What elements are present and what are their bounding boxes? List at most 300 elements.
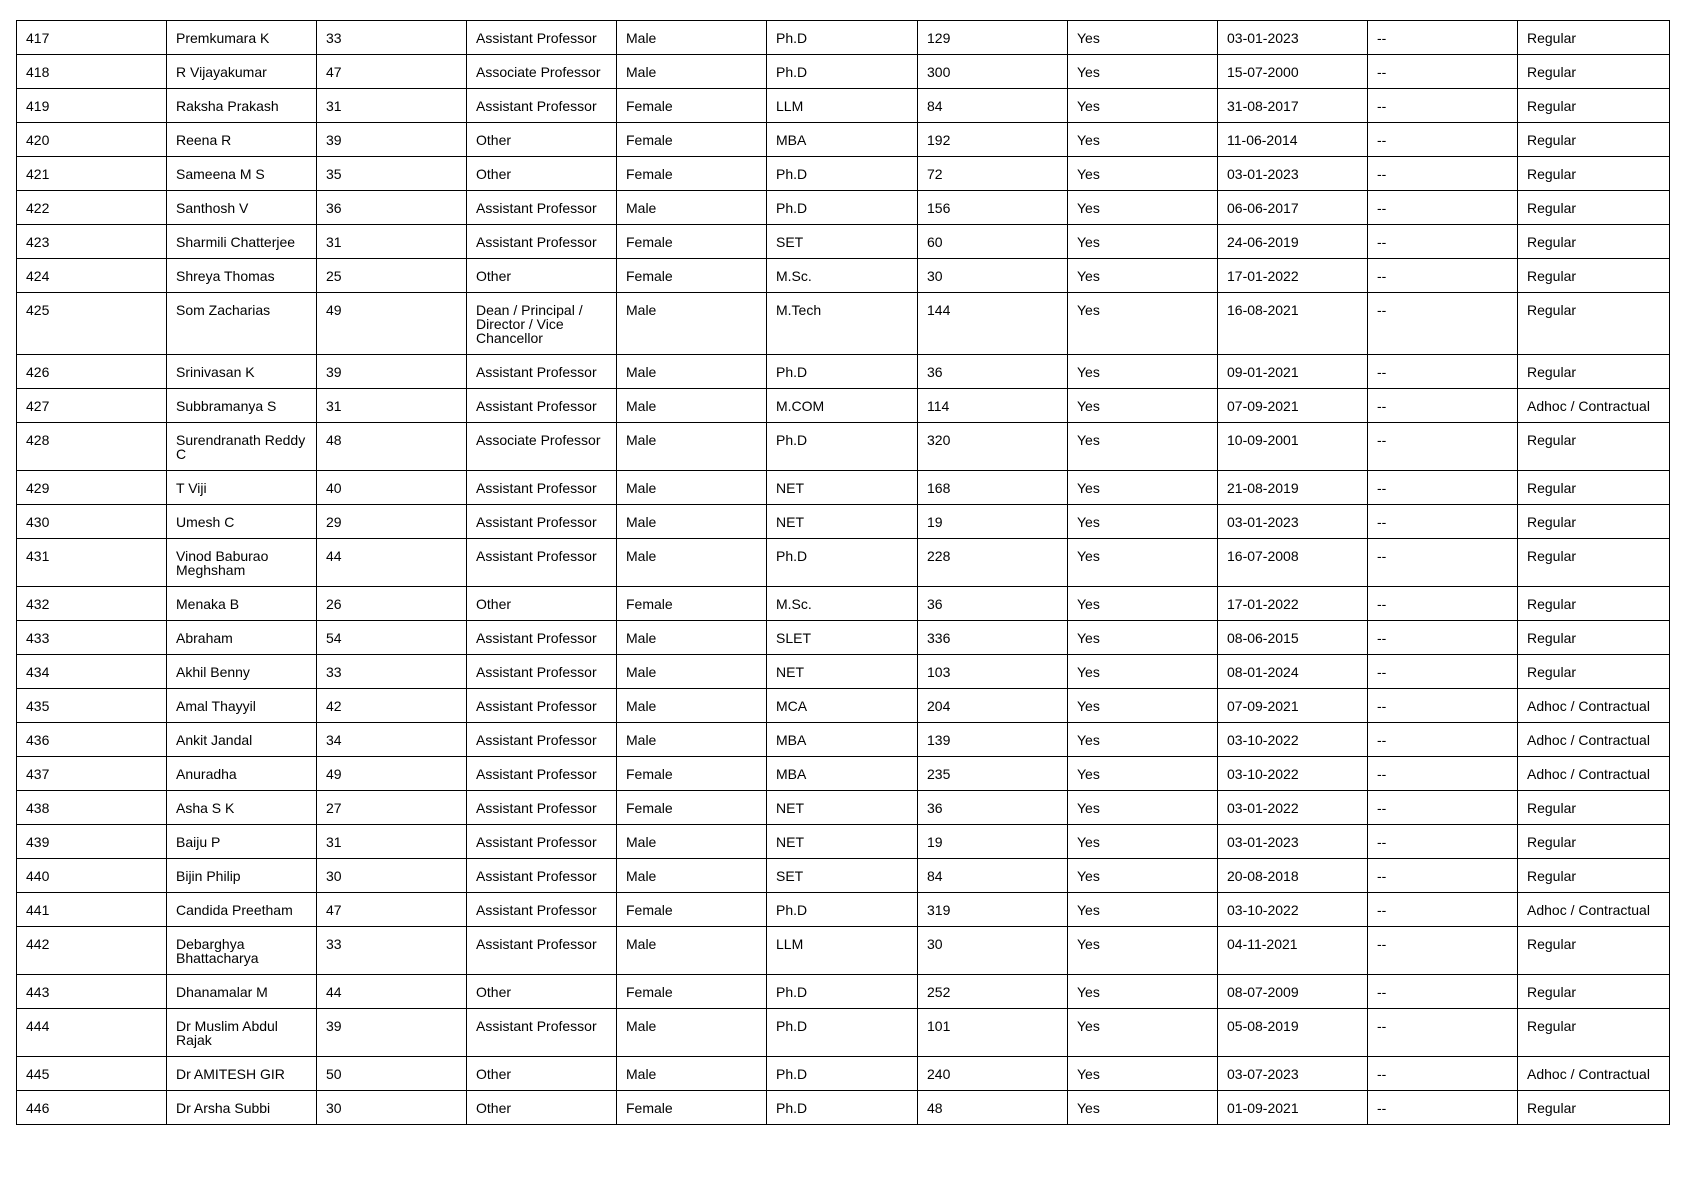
gender-cell: Female [617,1091,767,1125]
leaving-date-cell: -- [1368,893,1518,927]
serial-no-cell: 422 [17,191,167,225]
designation-cell: Other [467,259,617,293]
nature-cell: Regular [1518,1009,1670,1057]
serial-no-cell: 441 [17,893,167,927]
age-cell: 33 [317,21,467,55]
name-cell: Bijin Philip [167,859,317,893]
name-cell: Anuradha [167,757,317,791]
name-cell: Baiju P [167,825,317,859]
joining-date-cell: 04-11-2021 [1218,927,1368,975]
designation-cell: Assistant Professor [467,757,617,791]
age-cell: 31 [317,89,467,123]
designation-cell: Assistant Professor [467,927,617,975]
serial-no-cell: 446 [17,1091,167,1125]
serial-no-cell: 430 [17,505,167,539]
designation-cell: Other [467,157,617,191]
leaving-date-cell: -- [1368,389,1518,423]
qualification-cell: M.Sc. [767,587,918,621]
experience-cell: 129 [918,21,1068,55]
table-row [17,471,1670,505]
leaving-date-cell: -- [1368,859,1518,893]
status-cell: Yes [1068,723,1218,757]
experience-cell: 19 [918,825,1068,859]
serial-no-cell: 419 [17,89,167,123]
table-row [17,293,1670,355]
table-row [17,893,1670,927]
experience-cell: 320 [918,423,1068,471]
leaving-date-cell: -- [1368,539,1518,587]
serial-no-cell: 428 [17,423,167,471]
serial-no-cell: 420 [17,123,167,157]
experience-cell: 144 [918,293,1068,355]
experience-cell: 252 [918,975,1068,1009]
joining-date-cell: 21-08-2019 [1218,471,1368,505]
designation-cell: Assistant Professor [467,1009,617,1057]
designation-cell: Assistant Professor [467,723,617,757]
leaving-date-cell: -- [1368,689,1518,723]
qualification-cell: Ph.D [767,355,918,389]
faculty-table-container [16,20,1669,1125]
leaving-date-cell: -- [1368,123,1518,157]
nature-cell: Adhoc / Contractual [1518,757,1670,791]
experience-cell: 300 [918,55,1068,89]
gender-cell: Male [617,191,767,225]
leaving-date-cell: -- [1368,723,1518,757]
leaving-date-cell: -- [1368,1091,1518,1125]
age-cell: 39 [317,1009,467,1057]
status-cell: Yes [1068,89,1218,123]
nature-cell: Adhoc / Contractual [1518,389,1670,423]
age-cell: 25 [317,259,467,293]
experience-cell: 204 [918,689,1068,723]
qualification-cell: MCA [767,689,918,723]
table-row [17,389,1670,423]
leaving-date-cell: -- [1368,471,1518,505]
leaving-date-cell: -- [1368,587,1518,621]
joining-date-cell: 17-01-2022 [1218,587,1368,621]
gender-cell: Male [617,655,767,689]
nature-cell: Regular [1518,859,1670,893]
joining-date-cell: 31-08-2017 [1218,89,1368,123]
name-cell: Abraham [167,621,317,655]
serial-no-cell: 427 [17,389,167,423]
qualification-cell: MBA [767,123,918,157]
experience-cell: 101 [918,1009,1068,1057]
name-cell: Som Zacharias [167,293,317,355]
faculty-table-body [17,21,1670,1125]
status-cell: Yes [1068,259,1218,293]
serial-no-cell: 423 [17,225,167,259]
gender-cell: Male [617,859,767,893]
designation-cell: Assistant Professor [467,621,617,655]
status-cell: Yes [1068,791,1218,825]
name-cell: R Vijayakumar [167,55,317,89]
age-cell: 30 [317,859,467,893]
nature-cell: Regular [1518,1091,1670,1125]
leaving-date-cell: -- [1368,157,1518,191]
experience-cell: 60 [918,225,1068,259]
age-cell: 33 [317,927,467,975]
joining-date-cell: 08-06-2015 [1218,621,1368,655]
leaving-date-cell: -- [1368,423,1518,471]
designation-cell: Assistant Professor [467,893,617,927]
name-cell: Akhil Benny [167,655,317,689]
name-cell: Dr Muslim Abdul Rajak [167,1009,317,1057]
gender-cell: Female [617,791,767,825]
table-row [17,1091,1670,1125]
status-cell: Yes [1068,859,1218,893]
serial-no-cell: 425 [17,293,167,355]
leaving-date-cell: -- [1368,191,1518,225]
serial-no-cell: 443 [17,975,167,1009]
gender-cell: Male [617,389,767,423]
qualification-cell: SLET [767,621,918,655]
nature-cell: Regular [1518,927,1670,975]
nature-cell: Regular [1518,55,1670,89]
qualification-cell: Ph.D [767,893,918,927]
age-cell: 39 [317,355,467,389]
gender-cell: Female [617,757,767,791]
age-cell: 42 [317,689,467,723]
qualification-cell: Ph.D [767,21,918,55]
gender-cell: Female [617,123,767,157]
joining-date-cell: 03-07-2023 [1218,1057,1368,1091]
leaving-date-cell: -- [1368,355,1518,389]
nature-cell: Regular [1518,471,1670,505]
name-cell: Asha S K [167,791,317,825]
gender-cell: Male [617,621,767,655]
table-row [17,1057,1670,1091]
name-cell: Raksha Prakash [167,89,317,123]
joining-date-cell: 08-07-2009 [1218,975,1368,1009]
table-row [17,825,1670,859]
qualification-cell: Ph.D [767,1057,918,1091]
age-cell: 31 [317,225,467,259]
joining-date-cell: 03-10-2022 [1218,723,1368,757]
qualification-cell: Ph.D [767,55,918,89]
leaving-date-cell: -- [1368,1009,1518,1057]
designation-cell: Assistant Professor [467,191,617,225]
gender-cell: Male [617,505,767,539]
nature-cell: Regular [1518,587,1670,621]
nature-cell: Regular [1518,293,1670,355]
table-row [17,539,1670,587]
status-cell: Yes [1068,505,1218,539]
designation-cell: Associate Professor [467,55,617,89]
joining-date-cell: 03-01-2022 [1218,791,1368,825]
leaving-date-cell: -- [1368,975,1518,1009]
table-row [17,21,1670,55]
table-row [17,123,1670,157]
joining-date-cell: 03-01-2023 [1218,505,1368,539]
table-row [17,89,1670,123]
experience-cell: 156 [918,191,1068,225]
table-row [17,975,1670,1009]
qualification-cell: Ph.D [767,1091,918,1125]
serial-no-cell: 444 [17,1009,167,1057]
experience-cell: 19 [918,505,1068,539]
qualification-cell: SET [767,859,918,893]
designation-cell: Assistant Professor [467,859,617,893]
age-cell: 50 [317,1057,467,1091]
experience-cell: 84 [918,89,1068,123]
name-cell: Umesh C [167,505,317,539]
serial-no-cell: 442 [17,927,167,975]
designation-cell: Assistant Professor [467,471,617,505]
leaving-date-cell: -- [1368,505,1518,539]
qualification-cell: SET [767,225,918,259]
name-cell: Dhanamalar M [167,975,317,1009]
experience-cell: 30 [918,927,1068,975]
serial-no-cell: 431 [17,539,167,587]
name-cell: Santhosh V [167,191,317,225]
joining-date-cell: 24-06-2019 [1218,225,1368,259]
nature-cell: Regular [1518,191,1670,225]
status-cell: Yes [1068,55,1218,89]
qualification-cell: NET [767,825,918,859]
name-cell: Surendranath Reddy C [167,423,317,471]
gender-cell: Female [617,89,767,123]
nature-cell: Regular [1518,655,1670,689]
status-cell: Yes [1068,893,1218,927]
joining-date-cell: 07-09-2021 [1218,389,1368,423]
nature-cell: Regular [1518,539,1670,587]
gender-cell: Male [617,471,767,505]
nature-cell: Regular [1518,355,1670,389]
age-cell: 54 [317,621,467,655]
serial-no-cell: 424 [17,259,167,293]
joining-date-cell: 20-08-2018 [1218,859,1368,893]
qualification-cell: NET [767,791,918,825]
status-cell: Yes [1068,1091,1218,1125]
joining-date-cell: 15-07-2000 [1218,55,1368,89]
status-cell: Yes [1068,587,1218,621]
joining-date-cell: 17-01-2022 [1218,259,1368,293]
experience-cell: 36 [918,587,1068,621]
serial-no-cell: 418 [17,55,167,89]
designation-cell: Assistant Professor [467,791,617,825]
joining-date-cell: 07-09-2021 [1218,689,1368,723]
nature-cell: Adhoc / Contractual [1518,723,1670,757]
status-cell: Yes [1068,975,1218,1009]
status-cell: Yes [1068,389,1218,423]
gender-cell: Male [617,355,767,389]
joining-date-cell: 11-06-2014 [1218,123,1368,157]
gender-cell: Male [617,423,767,471]
serial-no-cell: 426 [17,355,167,389]
qualification-cell: MBA [767,723,918,757]
gender-cell: Male [617,293,767,355]
serial-no-cell: 440 [17,859,167,893]
designation-cell: Other [467,1091,617,1125]
gender-cell: Male [617,927,767,975]
serial-no-cell: 436 [17,723,167,757]
gender-cell: Male [617,689,767,723]
gender-cell: Male [617,1009,767,1057]
serial-no-cell: 435 [17,689,167,723]
experience-cell: 30 [918,259,1068,293]
nature-cell: Adhoc / Contractual [1518,893,1670,927]
gender-cell: Male [617,55,767,89]
qualification-cell: MBA [767,757,918,791]
serial-no-cell: 437 [17,757,167,791]
experience-cell: 139 [918,723,1068,757]
joining-date-cell: 16-08-2021 [1218,293,1368,355]
name-cell: Premkumara K [167,21,317,55]
experience-cell: 336 [918,621,1068,655]
qualification-cell: M.Sc. [767,259,918,293]
name-cell: Ankit Jandal [167,723,317,757]
qualification-cell: LLM [767,927,918,975]
leaving-date-cell: -- [1368,791,1518,825]
qualification-cell: Ph.D [767,1009,918,1057]
leaving-date-cell: -- [1368,259,1518,293]
status-cell: Yes [1068,293,1218,355]
table-row [17,655,1670,689]
gender-cell: Female [617,259,767,293]
name-cell: T Viji [167,471,317,505]
status-cell: Yes [1068,225,1218,259]
designation-cell: Other [467,123,617,157]
age-cell: 29 [317,505,467,539]
table-row [17,927,1670,975]
designation-cell: Assistant Professor [467,539,617,587]
leaving-date-cell: -- [1368,21,1518,55]
table-row [17,157,1670,191]
name-cell: Sameena M S [167,157,317,191]
qualification-cell: Ph.D [767,975,918,1009]
status-cell: Yes [1068,1057,1218,1091]
leaving-date-cell: -- [1368,1057,1518,1091]
designation-cell: Assistant Professor [467,389,617,423]
designation-cell: Assistant Professor [467,689,617,723]
name-cell: Menaka B [167,587,317,621]
table-row [17,689,1670,723]
name-cell: Sharmili Chatterjee [167,225,317,259]
experience-cell: 36 [918,791,1068,825]
serial-no-cell: 432 [17,587,167,621]
experience-cell: 192 [918,123,1068,157]
nature-cell: Regular [1518,89,1670,123]
designation-cell: Dean / Principal / Director / Vice Chancellor [467,293,617,355]
status-cell: Yes [1068,825,1218,859]
designation-cell: Associate Professor [467,423,617,471]
age-cell: 44 [317,975,467,1009]
joining-date-cell: 08-01-2024 [1218,655,1368,689]
name-cell: Shreya Thomas [167,259,317,293]
joining-date-cell: 03-01-2023 [1218,157,1368,191]
table-row [17,757,1670,791]
table-row [17,225,1670,259]
table-row [17,859,1670,893]
nature-cell: Regular [1518,621,1670,655]
nature-cell: Adhoc / Contractual [1518,1057,1670,1091]
age-cell: 27 [317,791,467,825]
qualification-cell: NET [767,471,918,505]
table-row [17,423,1670,471]
age-cell: 34 [317,723,467,757]
leaving-date-cell: -- [1368,293,1518,355]
status-cell: Yes [1068,157,1218,191]
nature-cell: Regular [1518,825,1670,859]
qualification-cell: M.COM [767,389,918,423]
nature-cell: Regular [1518,123,1670,157]
gender-cell: Female [617,975,767,1009]
table-row [17,505,1670,539]
qualification-cell: Ph.D [767,539,918,587]
name-cell: Srinivasan K [167,355,317,389]
serial-no-cell: 417 [17,21,167,55]
serial-no-cell: 434 [17,655,167,689]
joining-date-cell: 06-06-2017 [1218,191,1368,225]
designation-cell: Assistant Professor [467,505,617,539]
name-cell: Dr Arsha Subbi [167,1091,317,1125]
status-cell: Yes [1068,21,1218,55]
gender-cell: Female [617,893,767,927]
experience-cell: 240 [918,1057,1068,1091]
designation-cell: Assistant Professor [467,225,617,259]
designation-cell: Other [467,1057,617,1091]
nature-cell: Regular [1518,505,1670,539]
gender-cell: Male [617,1057,767,1091]
qualification-cell: LLM [767,89,918,123]
name-cell: Subbramanya S [167,389,317,423]
experience-cell: 48 [918,1091,1068,1125]
table-row [17,723,1670,757]
joining-date-cell: 03-01-2023 [1218,21,1368,55]
gender-cell: Female [617,225,767,259]
leaving-date-cell: -- [1368,655,1518,689]
faculty-table [16,20,1670,1125]
age-cell: 48 [317,423,467,471]
experience-cell: 114 [918,389,1068,423]
age-cell: 44 [317,539,467,587]
table-row [17,355,1670,389]
status-cell: Yes [1068,655,1218,689]
nature-cell: Adhoc / Contractual [1518,689,1670,723]
age-cell: 31 [317,389,467,423]
gender-cell: Male [617,723,767,757]
name-cell: Debarghya Bhattacharya [167,927,317,975]
designation-cell: Assistant Professor [467,21,617,55]
gender-cell: Male [617,539,767,587]
joining-date-cell: 01-09-2021 [1218,1091,1368,1125]
status-cell: Yes [1068,191,1218,225]
nature-cell: Regular [1518,975,1670,1009]
name-cell: Dr AMITESH GIR [167,1057,317,1091]
joining-date-cell: 03-10-2022 [1218,893,1368,927]
qualification-cell: Ph.D [767,191,918,225]
qualification-cell: NET [767,655,918,689]
status-cell: Yes [1068,927,1218,975]
gender-cell: Female [617,587,767,621]
qualification-cell: NET [767,505,918,539]
nature-cell: Regular [1518,157,1670,191]
leaving-date-cell: -- [1368,89,1518,123]
experience-cell: 168 [918,471,1068,505]
designation-cell: Other [467,975,617,1009]
designation-cell: Assistant Professor [467,355,617,389]
serial-no-cell: 429 [17,471,167,505]
experience-cell: 84 [918,859,1068,893]
age-cell: 47 [317,893,467,927]
table-row [17,1009,1670,1057]
age-cell: 49 [317,293,467,355]
age-cell: 35 [317,157,467,191]
status-cell: Yes [1068,689,1218,723]
joining-date-cell: 05-08-2019 [1218,1009,1368,1057]
nature-cell: Regular [1518,423,1670,471]
